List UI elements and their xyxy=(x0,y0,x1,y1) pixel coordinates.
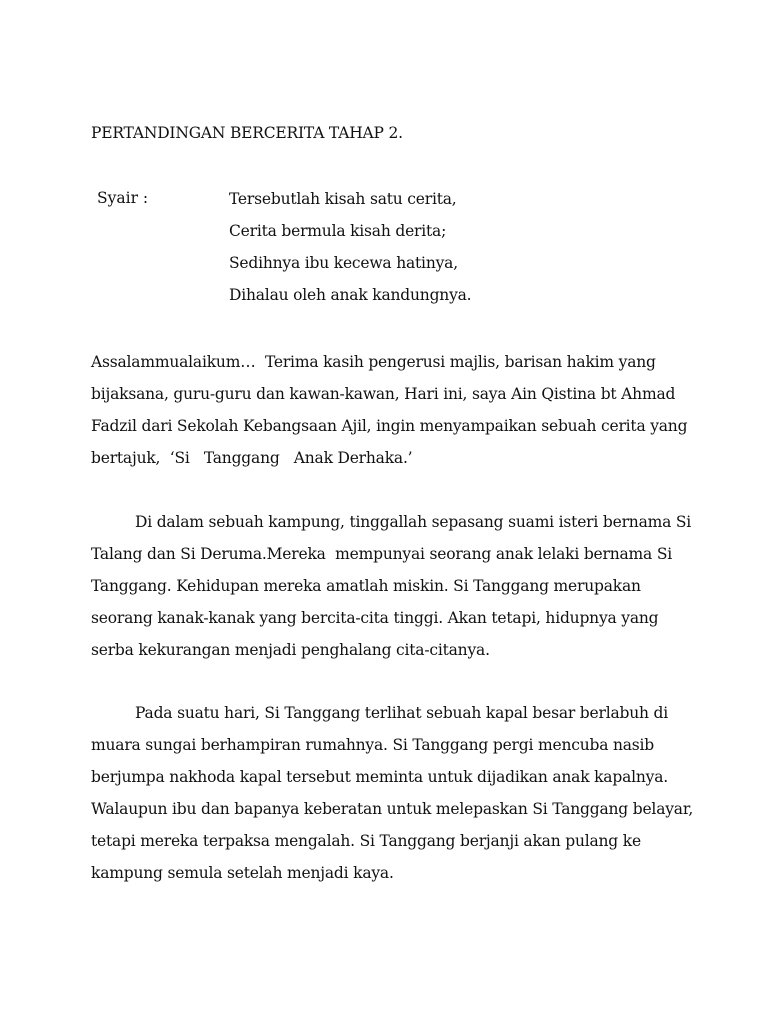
paragraph-line: berjumpa nakhoda kapal tersebut meminta untuk dijadikan anak kapalnya. xyxy=(91,768,668,786)
paragraph-line: bertajuk, ‘Si Tanggang Anak Derhaka.’ xyxy=(91,449,413,467)
paragraph-line: Assalammualaikum… Terima kasih pengerusi majlis, barisan hakim yang xyxy=(91,353,656,371)
paragraph-greeting xyxy=(91,352,687,480)
paragraph-line: Fadzil dari Sekolah Kebangsaan Ajil, ingin menyampaikan sebuah cerita yang xyxy=(91,417,688,435)
paragraph-line: Talang dan Si Deruma.Mereka mempunyai seorang anak lelaki bernama Si xyxy=(91,545,672,563)
paragraph-line: bijaksana, guru-guru dan kawan-kawan, Hari ini, saya Ain Qistina bt Ahmad xyxy=(91,385,676,403)
paragraph-line: Pada suatu hari, Si Tanggang terlihat sebuah kapal besar berlabuh di xyxy=(135,704,668,722)
syair-verse xyxy=(229,189,471,317)
paragraph-line: Tanggang. Kehidupan mereka amatlah miskin. Si Tanggang merupakan xyxy=(91,577,641,595)
paragraph-line: muara sungai berhampiran rumahnya. Si Tanggang pergi mencuba nasib xyxy=(91,736,655,754)
paragraph-ship xyxy=(91,703,693,895)
paragraph-line: Walaupun ibu dan bapanya keberatan untuk melepaskan Si Tanggang belayar, xyxy=(91,800,694,818)
syair-line: Dihalau oleh anak kandungnya. xyxy=(229,286,472,304)
paragraph-line: seorang kanak-kanak yang bercita-cita tinggi. Akan tetapi, hidupnya yang xyxy=(91,609,659,627)
paragraph-line: Di dalam sebuah kampung, tinggallah sepasang suami isteri bernama Si xyxy=(135,513,692,531)
paragraph-line: tetapi mereka terpaksa mengalah. Si Tanggang berjanji akan pulang ke xyxy=(91,832,641,850)
syair-line: Tersebutlah kisah satu cerita, xyxy=(229,190,457,208)
paragraph-line: serba kekurangan menjadi penghalang cita-citanya. xyxy=(91,641,490,659)
paragraph-story-intro xyxy=(91,512,691,672)
syair-line: Sedihnya ibu kecewa hatinya, xyxy=(229,254,458,272)
document-title: PERTANDINGAN BERCERITA TAHAP 2. xyxy=(91,124,403,142)
syair-label: Syair : xyxy=(97,189,149,207)
paragraph-line: kampung semula setelah menjadi kaya. xyxy=(91,864,394,882)
syair-line: Cerita bermula kisah derita; xyxy=(229,222,447,240)
